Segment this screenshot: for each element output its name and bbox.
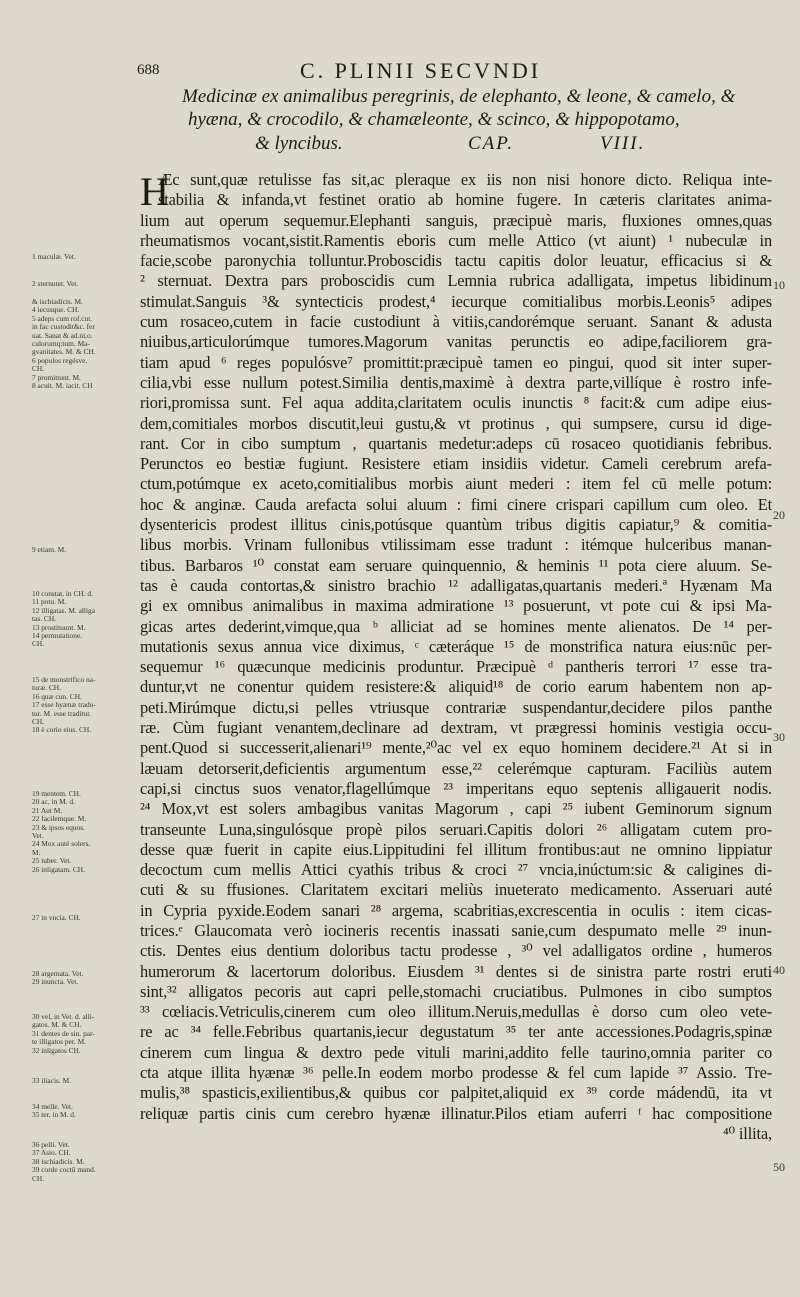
body-line: tibus. Barbaros ¹⁰ constat eam seruare quinquennio, & heminis ¹¹ pota ciere aluum. Se- [140,555,772,575]
body-line: facie,scobe paronychia tolluntur.Proboscidis tactu capitis dolor leuatur, efficacius si & [140,251,772,271]
line-number: 30 [773,730,785,744]
body-line: ⁴⁰ illita, [722,1123,772,1143]
line-number: 10 [773,278,785,292]
chapter-label: CAP. [468,133,515,154]
body-line: reliquæ partis cinis cum cerebro hyænæ illinatur.Pilos etiam auferri ᶠ hac compositione [140,1103,772,1123]
body-line: decoctum cum mellis Attici cyathis tribus & croci ²⁷ vncia,inúctum:sic & caligines di- [140,860,772,880]
body-line: mutationis sexus annua vice diximus, ᶜ cæteráque ¹⁵ de monstrifica natura eius:nūc per- [140,636,772,656]
chapter-number: VIII. [600,133,646,154]
body-line: lium aut operum sequemur.Elephanti sanguis, præcipuè maris, fluxiones omnes,quas [140,210,772,230]
body-line: gicas artes dederint,vimque,qua ᵇ alliciat ad se homines mente alienatos. De ¹⁴ per- [140,616,772,636]
body-line: stimulat.Sanguis ³& syntecticis prodest,⁴ iecurque comitialibus morbis.Leonis⁵ adipes [140,291,772,311]
margin-note: 34 melle. Vet. 35 ter, in M. d. [32,1102,76,1120]
body-line: dem,comitiales morbos discutit,leui gustu,& vt protinus , qui sumpsere, cursu id dige- [140,413,772,433]
body-line: trices.ᵉ Glaucomata verò iocineris recentis inassati sanie,cum despumato melle ²⁹ inun- [140,920,772,940]
body-line: pent.Quod si successerit,alienari¹⁹ mente,²⁰ac vel ex equo hominem decidere.²¹ At si in [140,738,772,758]
margin-note: 33 iliacis. M. [32,1076,72,1085]
margin-note: & ischiadicis. M. 4 iecusque. CH. 5 adeps cum rof.cut. in fac custodit&c. fer uat. Sanat & ad.ni.o. culorumq;tum. Ma- gvanitates. M. & CH. 6 populos regésve. CH. 7 promittunt. M. 8 acuit. M. iacit. CH [32,297,96,391]
body-line: libus morbis. Vrinam fullonibus vtilissimam esse tradunt : itémque hulceribus manan- [140,535,772,555]
drop-cap: H [140,169,169,214]
body-line: ²⁴ Mox,vt est solers ambagibus vanitas Magorum , capi ²⁵ iubent Geminorum signum [140,799,772,819]
chapter-heading-line: hyæna, & crocodilo, & chamæleonte, & scinco, & hippopotamo, [188,109,680,130]
body-line: cinerem cum lingua & dextro pede vituli marini,addito felle taurino,omnia pariter co [140,1042,772,1062]
body-line: capi,si cinctus suos venator,flagellúmque ²³ imperitans equo septenis alligauerit nodis. [140,778,772,798]
body-line: Æc sunt,quæ retulisse fas sit,ac pleraque ex iis non nisi honore dicto. Reliqua inte- [158,170,772,189]
margin-note: 9 etiam. M. [32,545,67,554]
body-line: gi ex omnibus animalibus in maxima admiratione ¹³ posuerunt, vt pote cui & ipsi Ma- [140,596,772,616]
body-line: sequemur ¹⁶ quæcunque medicinis produntur. Præcipuè ᵈ pantheris terrori ¹⁷ esse tra- [140,657,772,677]
margin-note: 2 sternutet. Vet. [32,279,79,288]
chapter-heading-line: & lyncibus. [255,133,343,154]
page-number: 688 [137,62,160,78]
body-line: riori,promissa sunt. Fel aqua addita,claritatem oculis inunctis ⁸ facit:& cum adipe eius- [140,393,772,413]
margin-note: 30 vel, in Vet. d. alli- gatos. M. & CH. 31 dentes de sin. par- te illigatos per. M. 32 inligatos CH. [32,1012,95,1055]
body-line: dysentericis prodest illitus cinis,potúsque quantùm tribus digitis capiatur,⁹ & comitia- [140,515,772,535]
body-line: transeunte Luna,singulósque propè pilos seruari.Capitis dolori ²⁶ alligatam cutem pro- [140,819,772,839]
body-line: ctis. Dentes eius dentium doloribus tactu prodesse , ³⁰ vel adalligatos ordine , humeros [140,941,772,961]
body-line: desse quæ fuerit in capite eius.Lippitudini fel illitum frontibus:aut ne omnino lippiatur [140,839,772,859]
margin-note: 27 in vncia. CH. [32,913,81,922]
body-line: rant. Cor in cibo sumptum , quartanis medetur:adeps cū rosaceo quotidianis febribus. [140,433,772,453]
running-head [0,58,800,84]
body-line: ³³ cœliacis.Vetriculis,cinerem cum oleo illitum.Neruis,medullas è dorso cum oleo vete- [140,1002,772,1022]
body-line: duntur,vt ne conentur quidem resistere:& aliquid¹⁸ de corio earum habentem non ap- [140,677,772,697]
body-line: sint,³² alligatos pecoris aut capri pelle,stomachi cruciatibus. Pulmones in cibo sumptos [140,981,772,1001]
body-line: ræ. Cùm fugiant venantem,declinare ad dextram, vt prægressi hominis vestigia occu- [140,718,772,738]
body-line: cta atque illita hyænæ ³⁶ pelle.In eodem morbo prodesse & fel cum lapide ³⁷ Assio. Tre- [140,1063,772,1083]
body-line: tiam apud ⁶ reges populósve⁷ promittit:præcipuè tamen eo pingui, quod sit inter super- [140,352,772,372]
body-text [140,170,772,1144]
body-line: cuti & su ffusiones. Claritatem excitari meliùs inueterato medicamento. Asseruari auté [140,880,772,900]
body-line: tas è cauda contortas,& sinistro brachio ¹² adalligatas,quartanis mederi.ª Hyænam Ma [140,575,772,595]
margin-note: 19 mentem. CH. 20 ac, in M. d. 21 Aut M. 22 facilemque. M. 23 & ipsos equos. Vet. 24 Mox auté solers. M. 25 iuber. Vet. 26 inligatam. CH. [32,789,91,874]
body-line: mulis,³⁸ spasticis,exilientibus,& quibus cor palpitet,aliquid ex ³⁹ corde mádendū, ita vt [140,1083,772,1103]
body-line: ² sternuat. Dextra pars proboscidis cum Lemnia rubrica adalligata, impetus libidinum [140,271,772,291]
body-line: cilia,vbi esse nullum potest.Similia dentis,maximè à dextra parte,villíque è rostro infe- [140,372,772,392]
chapter-heading-line: Medicinæ ex animalibus peregrinis, de elephanto, & leone, & camelo, & [182,86,736,107]
running-title: C. PLINII SECVNDI [300,58,542,83]
margin-note: 36 pelli. Vet. 37 Asio. CH. 38 ischiadicis. M. 39 corde coctū mand. CH. [32,1140,96,1183]
body-line: stabilia & infanda,vt festinet oratio ab homine fugere. In cæteris claritates anima- [158,190,772,210]
body-line: læuam detorserit,deficientis argumentum esse,²² celerémque capturam. Faciliùs autem [140,758,772,778]
line-number: 50 [773,1160,785,1174]
body-line: re ac ³⁴ felle.Febribus quartanis,iecur degustatum ³⁵ ter ante accessiones.Podagris,spinæ [140,1022,772,1042]
body-line: cum rosaceo,cutem in facie custodiunt à vitiis,candorémque seruant. Sanant & adusta [140,312,772,332]
margin-note: 15 de monstrifico na- turæ. CH. 16 quæ cun. CH. 17 esse hyænæ tradu- tur. M. esse traditur. CH. 18 è corio eius. CH. [32,675,96,735]
body-line: peti.Mirúmque dictu,si pelles vtriusque contrariæ suspendantur,decidere pilos panthe [140,697,772,717]
line-number: 20 [773,508,785,522]
body-line: humerorum & lacertorum doloribus. Eiusdem ³¹ dentes si de sinistra parte rostri eruti [140,961,772,981]
body-line: rheumatismos vocant,sistit.Ramentis eboris cum melle Attico (vt aiunt) ¹ nubeculæ in [140,230,772,250]
margin-note: 10 constat, in CH. d. 11 potu. M. 12 illigatas. M. alliga tas. CH. 13 prostituunt. M. 14 permutatione. CH. [32,589,96,649]
body-line: hoc & anginæ. Cauda arefacta solui aluum : fimi cinere crispari capillum cum oleo. Et [140,494,772,514]
body-line: ctum,potúmque ex aceto,comitialibus morbis aiunt mederi : item fel cū melle potum: [140,474,772,494]
body-line: niuibus,articulorúmque tumores.Magorum vanitas perunctis eo adipe,faciliorem gra- [140,332,772,352]
margin-note: 28 argemata. Vet. 29 inuncta. Vet. [32,969,84,987]
body-line: Perunctos eo bestiæ fugiunt. Resistere etiam insidiis videtur. Cameli cerebrum arefa- [140,454,772,474]
body-line: in Cypria pyxide.Eodem sanari ²⁸ argema, scabritias,excrescentia in oculis : item cicas- [140,900,772,920]
line-number: 40 [773,963,785,977]
margin-note: 1 maculæ. Vet. [32,252,76,261]
